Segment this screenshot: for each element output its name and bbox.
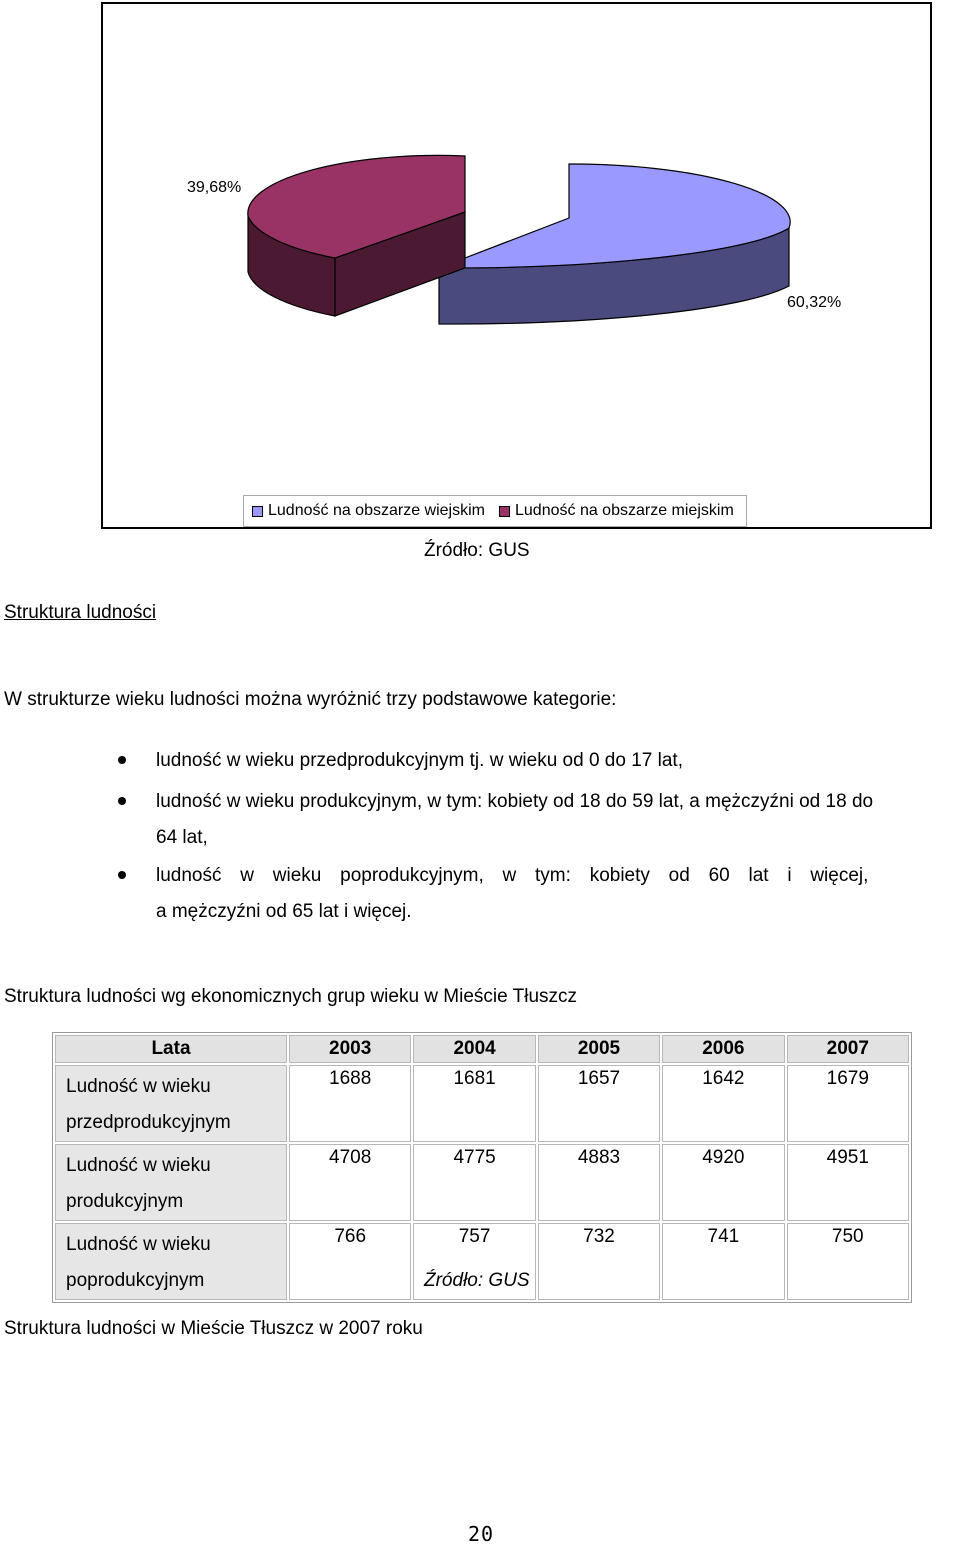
pie-slice-rural [439,164,790,324]
row-label [55,1065,287,1142]
table-cell: 741 [662,1223,784,1300]
table-row [55,1144,909,1221]
table-cell: 4708 [289,1144,411,1221]
population-table [52,1032,912,1303]
header-year: 2005 [538,1035,660,1063]
bullet-dot [118,871,126,879]
next-heading: Struktura ludności w Mieście Tłuszcz w 2007 roku [4,1318,423,1339]
legend-item-urban [499,502,734,520]
table-cell: 732 [538,1223,660,1300]
row-label [55,1223,287,1300]
table-cell: 4775 [413,1144,535,1221]
header-lata: Lata [55,1035,287,1063]
table-cell: 1679 [787,1065,909,1142]
pie-label-urban: 39,68% [187,179,242,196]
table-cell: 4951 [787,1144,909,1221]
legend-item-rural [252,502,485,520]
list-item-postproductive: ludność w wieku poprodukcyjnym, w tym: kobiety od 60 lat i więcej, [156,865,869,886]
page-number: 20 [468,1522,495,1546]
list-item-productive-cont: 64 lat, [156,827,208,848]
chart-legend [243,495,747,527]
table-row [55,1065,909,1142]
table-cell: 4920 [662,1144,784,1221]
bullet-dot [118,756,126,764]
row-label-line2: produkcyjnym [66,1191,184,1212]
list-item-postproductive-cont: a mężczyźni od 65 lat i więcej. [156,901,412,922]
pie-slice-urban [248,155,465,316]
header-year: 2003 [289,1035,411,1063]
table-title: Struktura ludności wg ekonomicznych grup wieku w Mieście Tłuszcz [4,986,578,1007]
legend-label-urban: Ludność na obszarze miejskim [515,502,734,519]
bullet-dot [118,797,126,805]
row-label-line1: Ludność w wieku [66,1155,211,1176]
header-year: 2004 [413,1035,535,1063]
table-cell: 1681 [413,1065,535,1142]
pie-label-rural: 60,32% [787,294,842,311]
pie-chart-svg [103,4,930,527]
table-cell: 757 [413,1223,535,1300]
section-heading: Struktura ludności [4,602,157,623]
row-label-line2: przedprodukcyjnym [66,1112,231,1133]
chart-source: Źródło: GUS [424,540,530,561]
row-label [55,1144,287,1221]
row-label-line1: Ludność w wieku [66,1076,211,1097]
legend-swatch-rural [252,506,263,517]
list-item-preproductive: ludność w wieku przedprodukcyjnym tj. w wieku od 0 do 17 lat, [156,750,683,771]
legend-swatch-urban [499,506,510,517]
table-cell: 766 [289,1223,411,1300]
table-cell: 1688 [289,1065,411,1142]
list-item-productive: ludność w wieku produkcyjnym, w tym: kobiety od 18 do 59 lat, a mężczyźni od 18 do [156,791,874,812]
header-year: 2007 [787,1035,909,1063]
table-source: Źródło: GUS [424,1270,530,1291]
table-header-row [55,1035,909,1063]
pie-chart [101,2,932,529]
table-cell: 1657 [538,1065,660,1142]
row-label-line2: poprodukcyjnym [66,1270,205,1291]
table-cell: 1642 [662,1065,784,1142]
intro-text: W strukturze wieku ludności można wyróżnić trzy podstawowe kategorie: [4,689,617,710]
row-label-line1: Ludność w wieku [66,1234,211,1255]
legend-label-rural: Ludność na obszarze wiejskim [268,502,485,519]
table-cell: 750 [787,1223,909,1300]
header-year: 2006 [662,1035,784,1063]
table-cell: 4883 [538,1144,660,1221]
